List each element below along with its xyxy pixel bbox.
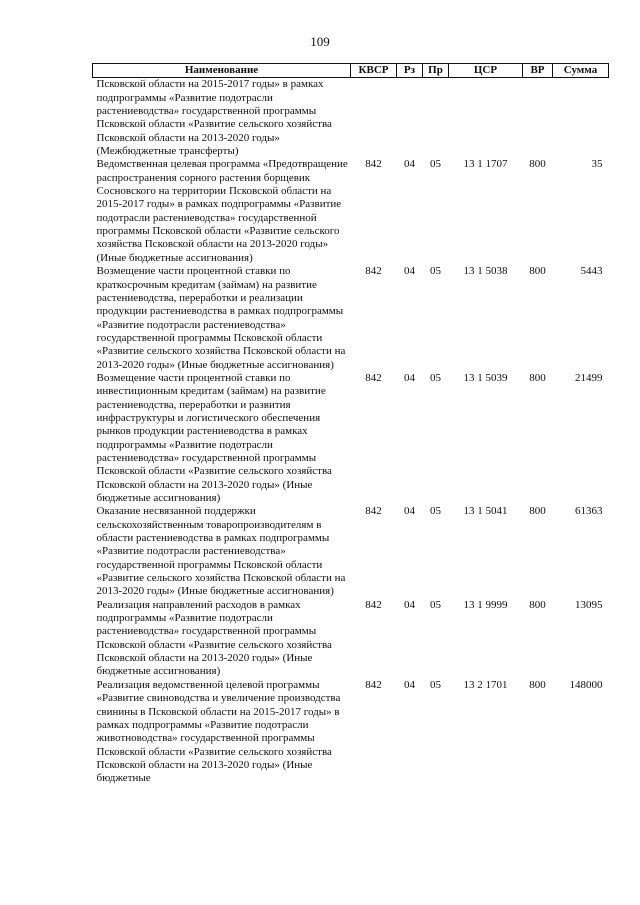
row-sum: 148000 [569,678,603,691]
row-kvsr: 842 [365,598,382,611]
table-row [93,505,609,598]
row-rz: 04 [404,158,415,171]
row-vr [523,78,553,159]
table-row [93,679,609,786]
row-pr: 05 [430,371,441,384]
row-csr: 13 1 5038 [463,265,508,278]
header-rz: Рз [397,64,423,78]
row-kvsr [351,78,397,159]
row-rz: 04 [404,265,415,278]
row-pr: 05 [430,505,441,518]
header-row [93,64,609,78]
table-row [93,78,609,159]
row-rz: 04 [404,371,415,384]
row-pr: 05 [430,598,441,611]
row-csr: 13 2 1701 [463,678,508,691]
table-header [93,64,609,78]
row-kvsr: 842 [365,678,382,691]
row-pr: 05 [430,158,441,171]
row-name: Возмещение части процентной ставки по инвестиционным кредитам (займам) на развитие растениеводства, переработки и развития инфраструктуры и логистического обеспечения рынков продукции растениеводства в рамках подпрограммы «Развитие подотрасли растениеводства» государственной программы Псковской области «Развитие сельского хозяйства Псковской области на 2013-2020 годы» (Иные бюджетные ассигнования) [96,371,332,504]
row-sum [553,78,609,159]
row-name: Ведомственная целевая программа «Предотвращение распространения сорного растения борщевик Сосновского на территории Псковской области на 2015-2017 годы» в рамках подпрограммы «Развитие подотрасли растениеводства» государственной программы Псковской области «Развитие сельского хозяйства Псковской области на 2013-2020 годы» (Иные бюджетные ассигнования) [96,158,348,264]
table-row [93,265,609,372]
header-pr: Пр [423,64,449,78]
row-sum: 21499 [575,371,603,384]
row-rz: 04 [404,678,415,691]
row-csr [449,78,523,159]
row-kvsr: 842 [365,158,382,171]
row-sum: 61363 [575,505,603,518]
row-kvsr: 842 [365,371,382,384]
row-rz [397,78,423,159]
header-vr: ВР [523,64,553,78]
row-csr: 13 1 1707 [463,158,508,171]
table-row [93,599,609,679]
row-name: Возмещение части процентной ставки по краткосрочным кредитам (займам) на развитие растениеводства, переработки и реализации продукции растениеводства в рамках подпрограммы «Развитие подотрасли растениеводства» государственной программы Псковской области «Развитие сельского хозяйства Псковской области на 2013-2020 годы» (Иные бюджетные ассигнования) [96,265,346,371]
row-name: Псковской области на 2015-2017 годы» в рамках подпрограммы «Развитие подотрасли растениеводства» государственной программы Псковской области «Развитие сельского хозяйства Псковской области на 2013-2020 годы» (Межбюджетные трансферты) [96,78,332,158]
row-vr: 800 [529,505,546,518]
row-kvsr: 842 [365,265,382,278]
row-sum: 13095 [575,598,603,611]
row-pr [423,78,449,159]
header-kvsr: КВСР [351,64,397,78]
row-rz: 04 [404,598,415,611]
row-kvsr: 842 [365,505,382,518]
table-row [93,158,609,265]
budget-table [92,63,609,786]
row-vr: 800 [529,265,546,278]
page-number: 109 [310,34,330,49]
header-name: Наименование [93,64,351,78]
row-vr: 800 [529,371,546,384]
row-vr: 800 [529,598,546,611]
row-rz: 04 [404,505,415,518]
table-row [93,372,609,505]
row-vr: 800 [529,158,546,171]
row-sum: 35 [591,158,603,171]
row-csr: 13 1 5039 [463,371,508,384]
row-sum: 5443 [580,265,603,278]
header-sum: Сумма [553,64,609,78]
table-body [93,78,609,786]
header-csr: ЦСР [449,64,523,78]
row-pr: 05 [430,265,441,278]
row-name: Оказание несвязанной поддержки сельскохозяйственным товаропроизводителям в области растениеводства в рамках подпрограммы «Развитие подотрасли растениеводства» государственной программы Псковской области «Развитие сельского хозяйства Псковской области на 2013-2020 годы» (Иные бюджетные ассигнования) [96,505,346,598]
row-vr: 800 [529,678,546,691]
row-csr: 13 1 9999 [463,598,508,611]
row-name: Реализация направлений расходов в рамках подпрограммы «Развитие подотрасли растениеводства» государственной программы Псковской области «Развитие сельского хозяйства Псковской области на 2013-2020 годы» (Иные бюджетные ассигнования) [96,598,332,678]
row-name: Реализация ведомственной целевой программы «Развитие свиноводства и увеличение производства свинины в Псковской области на 2015-2017 годы» в рамках подпрограммы «Развитие подотрасли животноводства» государственной программы Псковской области «Развитие сельского хозяйства Псковской области на 2013-2020 годы» (Иные бюджетные [96,678,341,785]
row-csr: 13 1 5041 [463,505,508,518]
row-pr: 05 [430,678,441,691]
